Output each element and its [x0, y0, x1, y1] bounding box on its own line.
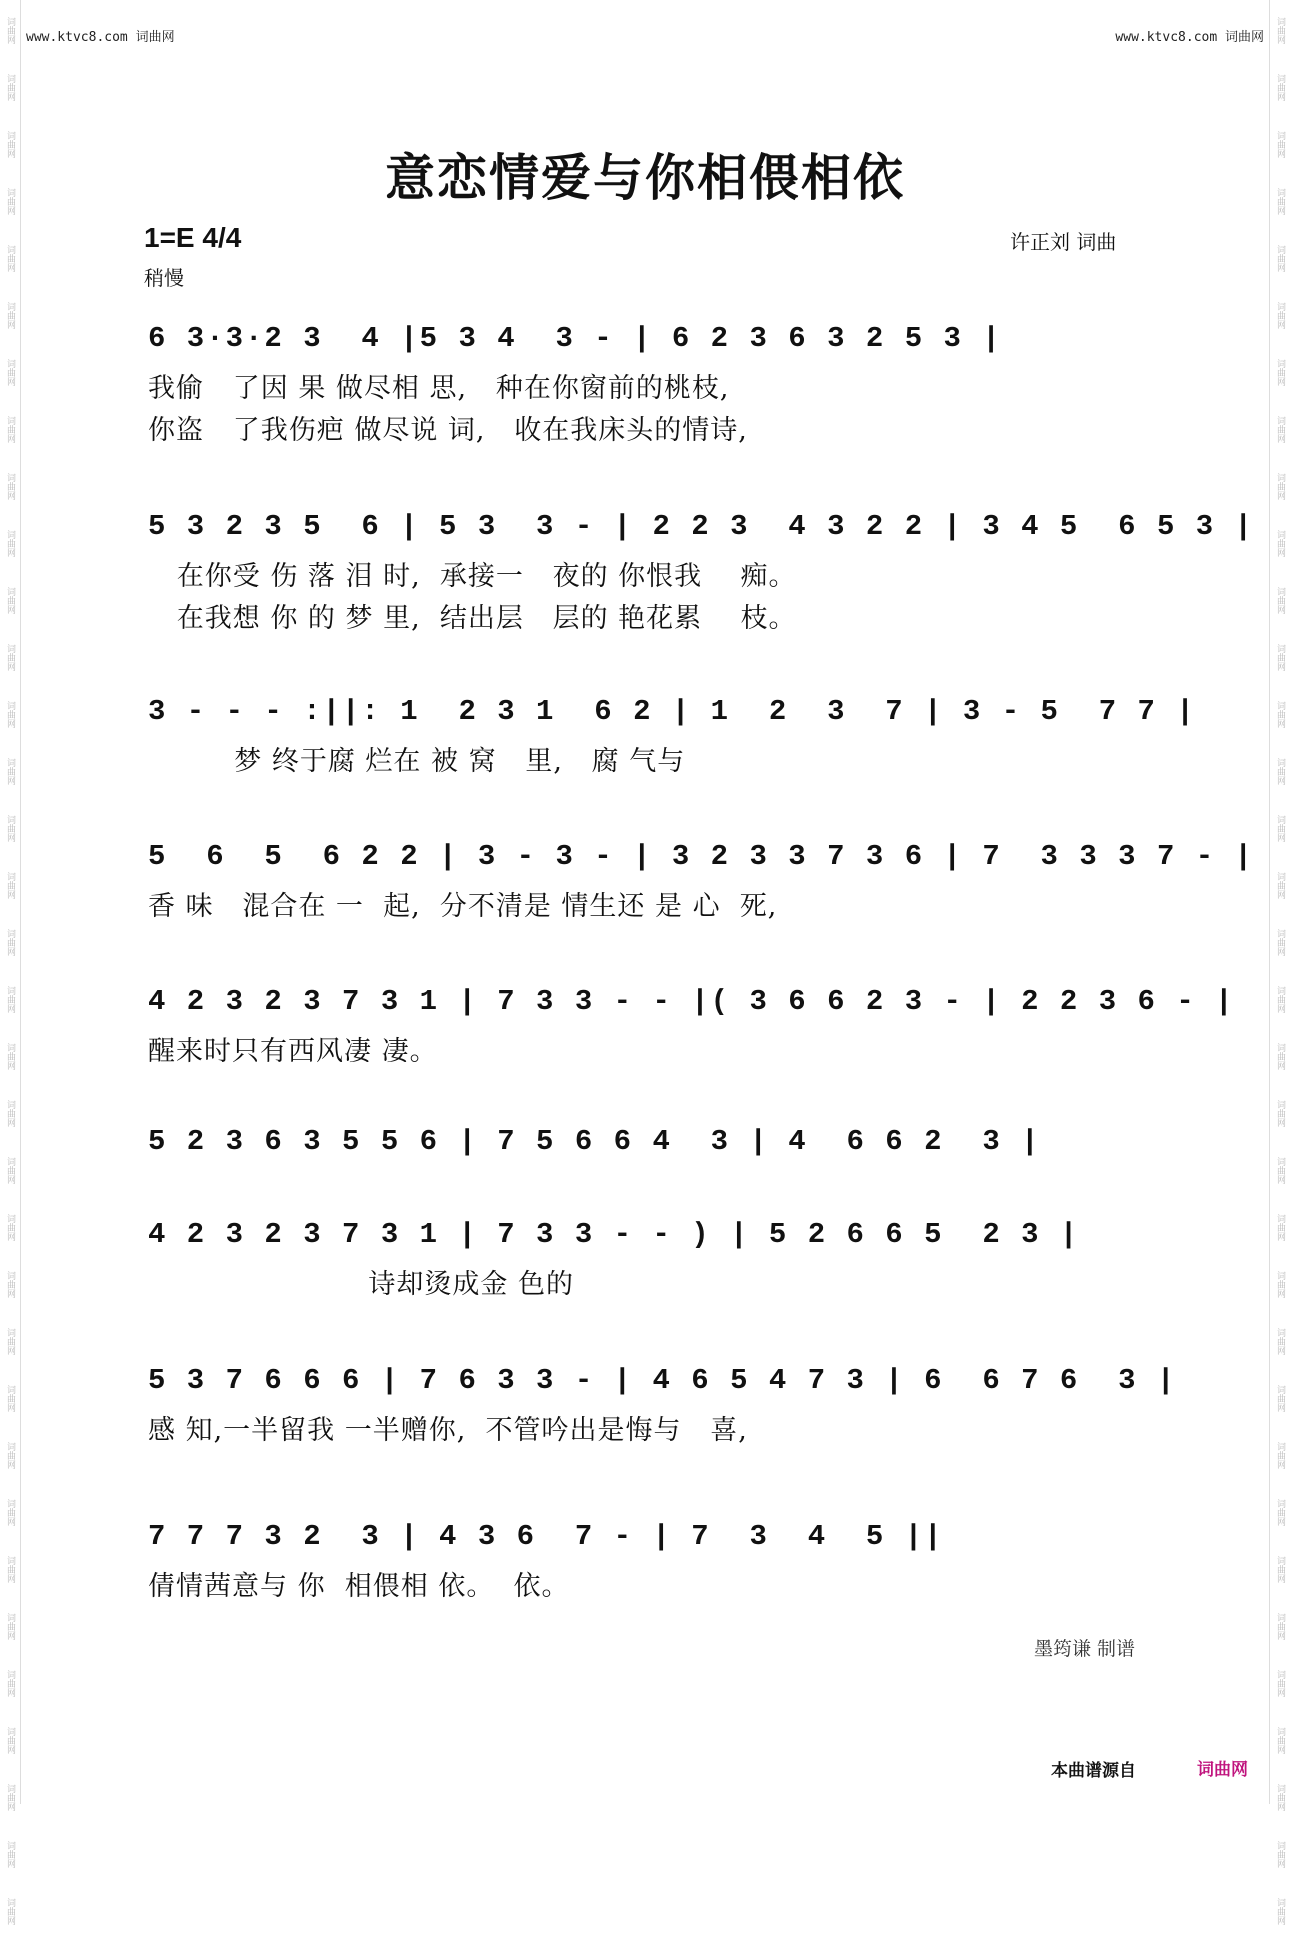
jianpu-notes: 5 3 7 6 6 6 | 7 6 3 3 - | 4 6 5 4 7 3 | 6 6 7 6 3 | — [148, 1364, 1177, 1397]
side-watermark-text: 词曲网 — [5, 359, 15, 386]
jianpu-notes: 5 2 3 6 3 5 5 6 | 7 5 6 6 4 3 | 4 6 6 2 3 | — [148, 1125, 1041, 1158]
side-watermark-text: 词曲网 — [1275, 644, 1285, 671]
side-watermark-text: 词曲网 — [1275, 815, 1285, 842]
side-watermark-text: 词曲网 — [5, 302, 15, 329]
lyric-line: 我偷 了因 果 做尽相 思, 种在你窗前的桃枝, — [148, 373, 730, 404]
site-url-right: www.ktvc8.com 词曲网 — [1115, 30, 1264, 45]
key-signature: 1=E 4/4 — [144, 222, 242, 253]
footer-brand-link[interactable]: 词曲网 — [1197, 1760, 1248, 1780]
side-watermark-text: 词曲网 — [5, 1727, 15, 1754]
lyric-line: 倩情茜意与 你 相偎相 依。 依。 — [148, 1571, 570, 1602]
side-watermark-text: 词曲网 — [5, 245, 15, 272]
side-watermark-text: 词曲网 — [1275, 416, 1285, 443]
side-watermark-text: 词曲网 — [1275, 758, 1285, 785]
side-watermark-text: 词曲网 — [1275, 17, 1285, 44]
side-watermark-text: 词曲网 — [5, 1385, 15, 1412]
lyric-line: 香 味 混合在 一 起, 分不清是 情生还 是 心 死, — [148, 891, 778, 922]
left-watermark-strip — [0, 0, 21, 1925]
side-watermark-text: 词曲网 — [1275, 1271, 1285, 1298]
side-watermark-text: 词曲网 — [1275, 1841, 1285, 1868]
side-watermark-text: 词曲网 — [1275, 1328, 1285, 1355]
side-watermark-text: 词曲网 — [5, 587, 15, 614]
side-watermark-text: 词曲网 — [5, 416, 15, 443]
lyric-line: 梦 终于腐 烂在 被 窝 里, 腐 气与 — [148, 746, 686, 777]
jianpu-notes: 5 3 2 3 5 6 | 5 3 3 - | 2 2 3 4 3 2 2 | 3 4 5 6 5 3 | — [148, 510, 1254, 543]
side-watermark-text: 词曲网 — [1275, 1043, 1285, 1070]
side-watermark-text: 词曲网 — [1275, 302, 1285, 329]
side-watermark-text: 词曲网 — [5, 188, 15, 215]
side-watermark-text: 词曲网 — [5, 1214, 15, 1241]
side-watermark-text: 词曲网 — [1275, 587, 1285, 614]
song-title: 意恋情爱与你相偎相依 — [385, 148, 905, 207]
side-watermark-text: 词曲网 — [5, 815, 15, 842]
side-watermark-text: 词曲网 — [1275, 131, 1285, 158]
side-watermark-text: 词曲网 — [5, 1100, 15, 1127]
side-watermark-text: 词曲网 — [5, 1613, 15, 1640]
side-watermark-text: 词曲网 — [1275, 1613, 1285, 1640]
side-watermark-text: 词曲网 — [5, 758, 15, 785]
side-watermark-text: 词曲网 — [1275, 1556, 1285, 1583]
side-watermark-text: 词曲网 — [5, 1784, 15, 1811]
jianpu-notes: 7 7 7 3 2 3 | 4 3 6 7 - | 7 3 4 5 || — [148, 1520, 944, 1553]
side-watermark-text: 词曲网 — [1275, 1385, 1285, 1412]
side-watermark-text: 词曲网 — [5, 131, 15, 158]
side-watermark-text: 词曲网 — [5, 1556, 15, 1583]
side-watermark-text: 词曲网 — [5, 1328, 15, 1355]
arranger-credit: 墨筠谦 制谱 — [1033, 1638, 1135, 1660]
lyric-line: 在我想 你 的 梦 里, 结出层 层的 艳花累 枝。 — [148, 603, 797, 634]
side-watermark-text: 词曲网 — [1275, 1898, 1285, 1925]
side-watermark-text: 词曲网 — [5, 473, 15, 500]
side-watermark-text: 词曲网 — [5, 1442, 15, 1469]
side-watermark-text: 词曲网 — [1275, 1442, 1285, 1469]
jianpu-notes: 5 6 5 6 2 2 | 3 - 3 - | 3 2 3 3 7 3 6 | 7 3 3 3 7 - | — [148, 840, 1254, 873]
side-watermark-text: 词曲网 — [1275, 1157, 1285, 1184]
side-watermark-text: 词曲网 — [5, 1043, 15, 1070]
side-watermark-text: 词曲网 — [1275, 701, 1285, 728]
footer-source-label: 本曲谱源自 — [1051, 1761, 1136, 1781]
tempo-marking: 稍慢 — [144, 266, 184, 290]
side-watermark-text: 词曲网 — [1275, 1499, 1285, 1526]
side-watermark-text: 词曲网 — [5, 17, 15, 44]
side-watermark-text: 词曲网 — [5, 1841, 15, 1868]
jianpu-notes: 3 - - - :||: 1 2 3 1 6 2 | 1 2 3 7 | 3 - 5 7 7 | — [148, 695, 1196, 728]
side-watermark-text: 词曲网 — [5, 1157, 15, 1184]
jianpu-notes: 6 3·3·2 3 4 |5 3 4 3 - | 6 2 3 6 3 2 5 3 | — [148, 322, 1002, 355]
side-watermark-text: 词曲网 — [5, 701, 15, 728]
side-watermark-text: 词曲网 — [1275, 188, 1285, 215]
side-watermark-text: 词曲网 — [1275, 74, 1285, 101]
site-url-left: www.ktvc8.com 词曲网 — [26, 30, 175, 45]
side-watermark-text: 词曲网 — [1275, 929, 1285, 956]
lyric-line: 在你受 伤 落 泪 时, 承接一 夜的 你恨我 痴。 — [148, 561, 797, 592]
lyric-line: 你盗 了我伤疤 做尽说 词, 收在我床头的情诗, — [148, 415, 748, 446]
side-watermark-text: 词曲网 — [1275, 872, 1285, 899]
side-watermark-text: 词曲网 — [1275, 359, 1285, 386]
side-watermark-text: 词曲网 — [5, 929, 15, 956]
side-watermark-text: 词曲网 — [1275, 1100, 1285, 1127]
side-watermark-text: 词曲网 — [1275, 1214, 1285, 1241]
side-watermark-text: 词曲网 — [1275, 1784, 1285, 1811]
composer-credit: 许正刘 词曲 — [1010, 230, 1117, 254]
side-watermark-text: 词曲网 — [1275, 473, 1285, 500]
jianpu-notes: 4 2 3 2 3 7 3 1 | 7 3 3 - - ) | 5 2 6 6 5 2 3 | — [148, 1218, 1080, 1251]
side-watermark-text: 词曲网 — [5, 74, 15, 101]
side-watermark-text: 词曲网 — [1275, 530, 1285, 557]
side-watermark-text: 词曲网 — [5, 1499, 15, 1526]
side-watermark-text: 词曲网 — [5, 644, 15, 671]
lyric-line: 诗却烫成金 色的 — [148, 1269, 574, 1300]
side-watermark-text: 词曲网 — [5, 1898, 15, 1925]
side-watermark-text: 词曲网 — [5, 986, 15, 1013]
right-watermark-strip — [1269, 0, 1290, 1925]
side-watermark-text: 词曲网 — [1275, 245, 1285, 272]
side-watermark-text: 词曲网 — [1275, 1727, 1285, 1754]
side-watermark-text: 词曲网 — [5, 1271, 15, 1298]
lyric-line: 醒来时只有西风凄 凄。 — [148, 1036, 438, 1067]
side-watermark-text: 词曲网 — [1275, 1670, 1285, 1697]
jianpu-notes: 4 2 3 2 3 7 3 1 | 7 3 3 - - |( 3 6 6 2 3 - | 2 2 3 6 - | — [148, 985, 1235, 1018]
side-watermark-text: 词曲网 — [1275, 986, 1285, 1013]
side-watermark-text: 词曲网 — [5, 872, 15, 899]
side-watermark-text: 词曲网 — [5, 530, 15, 557]
lyric-line: 感 知,一半留我 一半赠你, 不管吟出是悔与 喜, — [148, 1415, 748, 1446]
side-watermark-text: 词曲网 — [5, 1670, 15, 1697]
